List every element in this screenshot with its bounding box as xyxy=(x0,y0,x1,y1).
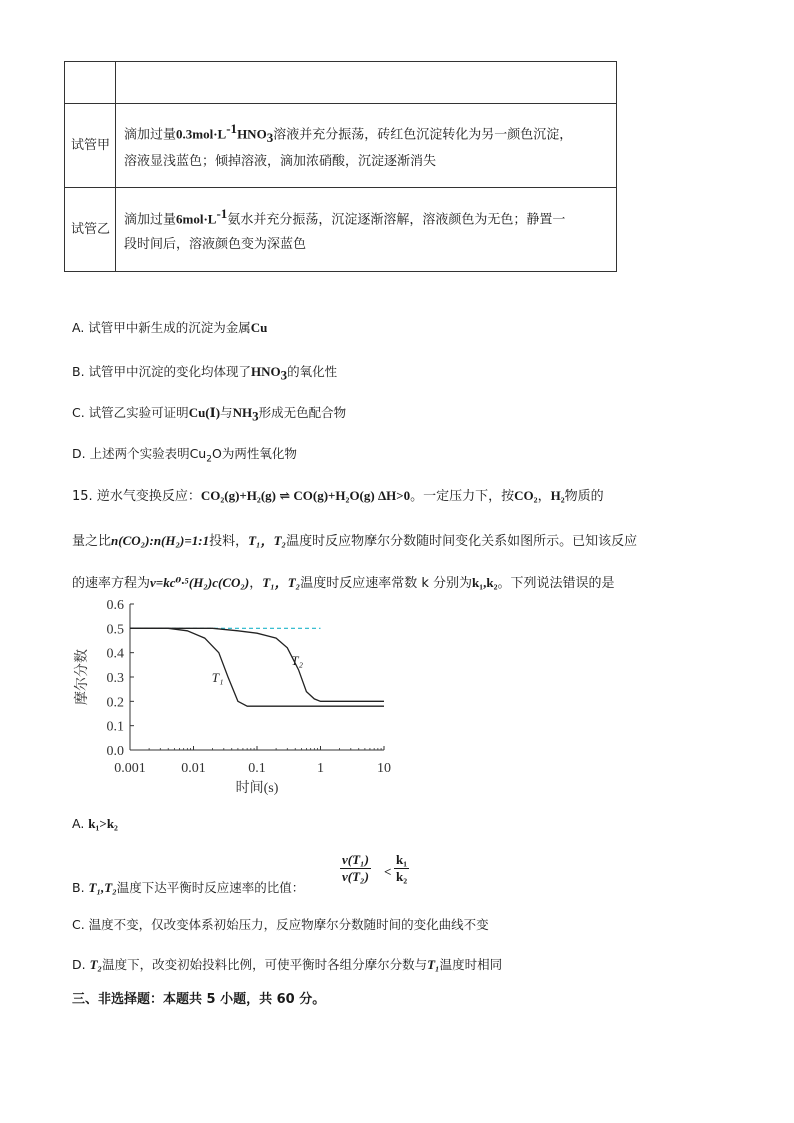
x-tick-label: 0.001 xyxy=(114,761,146,776)
mole-fraction-chart xyxy=(70,596,410,796)
y-tick-label: 0.1 xyxy=(106,719,124,735)
y-tick-label: 0.0 xyxy=(106,744,124,759)
table-header-cell xyxy=(116,62,617,104)
series-line-1 xyxy=(130,628,384,706)
q15-stem-line-3: 的速率方程为v=kc⁰·⁵(H₂)c(CO₂)，T₁，T₂温度时反应速率常数 k 分别为k₁,k₂。下列说法错误的是 xyxy=(72,575,615,591)
experiment-table xyxy=(64,61,617,272)
table-header-cell xyxy=(65,62,116,104)
q15-option-c: C. 温度不变，仅改变体系初始压力，反应物摩尔分数随时间的变化曲线不变 xyxy=(72,917,489,932)
section-3-heading: 三、非选择题：本题共 5 小题，共 60 分。 xyxy=(72,992,326,1007)
q15-stem-line-2: 量之比n(CO₂):n(H₂)=1:1投料，T₁，T₂温度时反应物摩尔分数随时间变化关系如图所示。已知该反应 xyxy=(72,533,638,549)
series-label-t1: T₁ xyxy=(211,669,224,685)
table-header-row xyxy=(65,62,617,104)
series-label-t2: T₂ xyxy=(291,652,303,668)
q15-option-d: D. T₂温度下，改变初始投料比例，可使平衡时各组分摩尔分数与T₁温度时相同 xyxy=(72,957,503,972)
q14-option-b: B. 试管甲中沉淀的变化均体现了$HNO_3$的氧化性 xyxy=(72,364,338,383)
x-tick-label: 10 xyxy=(377,761,391,776)
row-desc-tube-a: 滴加过量$0.3mol\cdot L^{-1}HNO_3$溶液并充分振荡，砖红色沉淀转化为另一颜色沉淀， 溶液显浅蓝色；倾掉溶液，滴加浓硝酸，沉淀逐渐消失 xyxy=(116,104,617,188)
y-tick-label: 0.2 xyxy=(106,695,124,711)
y-tick-label: 0.4 xyxy=(106,646,124,662)
y-tick-label: 0.6 xyxy=(106,598,124,613)
q14-option-a: A. 试管甲中新生成的沉淀为金属Cu xyxy=(72,320,268,335)
x-tick-label: 0.01 xyxy=(181,761,206,776)
series-line-2 xyxy=(130,628,384,701)
table-row xyxy=(65,188,617,272)
x-tick-label: 1 xyxy=(317,761,324,776)
x-axis-label: 时间(s) xyxy=(235,781,279,796)
y-axis-label: 摩尔分数 xyxy=(75,649,90,705)
table-row xyxy=(65,104,617,188)
q14-option-c: C. 试管乙实验可证明Cu(Ⅰ)与$NH_3$形成无色配合物 xyxy=(72,405,347,424)
row-desc-tube-b: 滴加过量$6mol\cdot L^{-1}$氨水并充分振荡，沉淀逐渐溶解，溶液颜色为无色；静置一 段时间后，溶液颜色变为深蓝色 xyxy=(116,188,617,272)
y-tick-label: 0.3 xyxy=(106,671,124,686)
q15-stem-line-1: 15. 逆水气变换反应：CO₂(g)+H₂(g) ⇌ CO(g)+H₂O(g) ΔH>0。一定压力下，按CO₂，H₂物质的 xyxy=(72,488,604,504)
row-label-tube-a: 试管甲 xyxy=(65,104,116,188)
x-tick-label: 0.1 xyxy=(248,761,266,776)
y-tick-label: 0.5 xyxy=(106,622,124,638)
q15-option-a: A. k₁>k₂ xyxy=(72,816,118,831)
q14-option-d: D. 上述两个实验表明$Cu_2O$为两性氧化物 xyxy=(72,446,297,465)
row-label-tube-b: 试管乙 xyxy=(65,188,116,272)
